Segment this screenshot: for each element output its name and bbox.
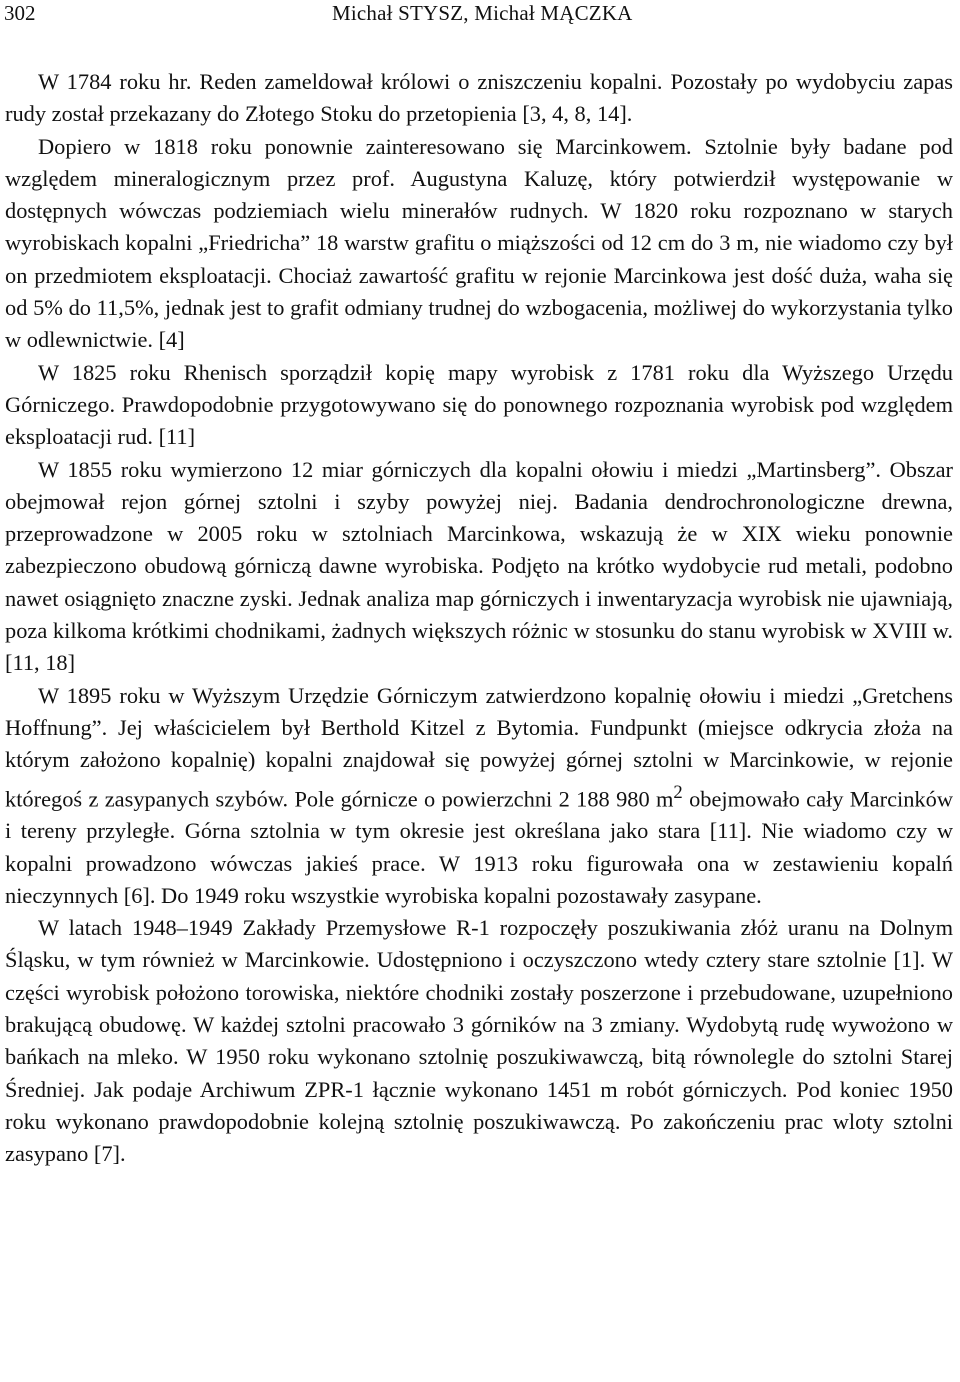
page-number: 302 (4, 1, 36, 25)
paragraph: Dopiero w 1818 roku ponownie zainteresowano się Marcinkowem. Sztolnie były badane pod względem mineralogicznym przez prof. Augustyna Kaluzę, który potwierdził występowanie w dostępnych wówczas podziemiach wielu minerałów rudnych. W 1820 roku rozpoznano w starych wyrobiskach kopalni „Friedricha” 18 warstw grafitu o miąższości od 12 cm do 3 m, nie wiadomo czy był on przedmiotem eksploatacji. Chociaż zawartość grafitu w rejonie Marcinkowa jest dość duża, waha się od 5% do 11,5%, jednak jest to grafit odmiany trudnej do wzbogacenia, możliwej do wykorzystania tylko w odlewnictwie. [4] (5, 133, 953, 353)
paragraph (5, 680, 953, 913)
body-text (5, 66, 953, 1171)
superscript: 2 (673, 781, 683, 803)
paragraph-text-part: obejmowało cały Marcinków i tereny przyległe. Górna sztolnia w tym okresie jest określana jako stara [11]. Nie wiadomo czy w kopalni prowadzono wówczas jakieś prace. W 1913 roku figurowała ona w zestawieniu kopalń nieczynnych [6]. Do 1949 roku wszystkie wyrobiska kopalni pozostawały zasypane. (5, 786, 953, 908)
running-header-authors: Michał STYSZ, Michał MĄCZKA (332, 1, 633, 25)
paragraph: W latach 1948–1949 Zakłady Przemysłowe R-1 rozpoczęły poszukiwania złóż uranu na Dolnym Śląsku, w tym również w Marcinkowie. Udostępniono i oczyszczono wtedy cztery stare sztolnie [1]. W części wyrobisk położono torowiska, niektóre chodniki zostały poszerzone i przebudowane, uzupełniono brakującą obudowę. W każdej sztolni pracowało 3 górników na 3 zmiany. Wydobytą rudę wywożono w bańkach na mleko. W 1950 roku wykonano sztolnię poszukiwawczą, bitą równolegle do sztolni Starej Średniej. Jak podaje Archiwum ZPR-1 łącznie wykonano 1451 m robót górniczych. Pod koniec 1950 roku wykonano prawdopodobnie kolejną sztolnię poszukiwawczą. Po zakończeniu prac wloty sztolni zasypano [7]. (5, 915, 953, 1167)
paragraph: W 1825 roku Rhenisch sporządził kopię mapy wyrobisk z 1781 roku dla Wyższego Urzędu Górniczego. Prawdopodobnie przygotowywano się do ponownego rozpoznania wyrobisk pod względem eksploatacji rud. [11] (5, 359, 953, 450)
paragraph: W 1855 roku wymierzono 12 miar górniczych dla kopalni ołowiu i miedzi „Martinsberg”. Obszar obejmował rejon górnej sztolni i szyby powyżej niej. Badania dendrochronologiczne drewna, przeprowadzone w 2005 roku w sztolniach Marcinkowa, wskazują że w XIX wieku ponownie zabezpieczono obudową górniczą dawne wyrobiska. Podjęto na krótko wydobycie rud metali, podobno nawet osiągnięto znaczne zyski. Jednak analiza map górniczych i inwentaryzacja wyrobisk nie ujawniają, poza kilkoma krótkimi chodnikami, żadnych większych różnic w stosunku do stanu wyrobisk w XVIII w. [11, 18] (5, 456, 953, 676)
paragraph-text-part: W 1895 roku w Wyższym Urzędzie Górniczym zatwierdzono kopalnię ołowiu i miedzi „Gretchens Hoffnung”. Jej właścicielem był Berthold Kitzel z Bytomia. Fundpunkt (miejsce odkrycia złoża na którym założono kopalnię) kopalni znajdował się powyżej górnej sztolni w Marcinkowie, w rejonie któregoś z zasypanych szybów. Pole górnicze o powierzchni 2 188 980 m (5, 682, 953, 811)
running-header (4, 0, 954, 30)
paragraph: W 1784 roku hr. Reden zameldował królowi o zniszczeniu kopalni. Pozostały po wydobyciu zapas rudy został przekazany do Złotego Stoku do przetopienia [3, 4, 8, 14]. (5, 69, 953, 127)
